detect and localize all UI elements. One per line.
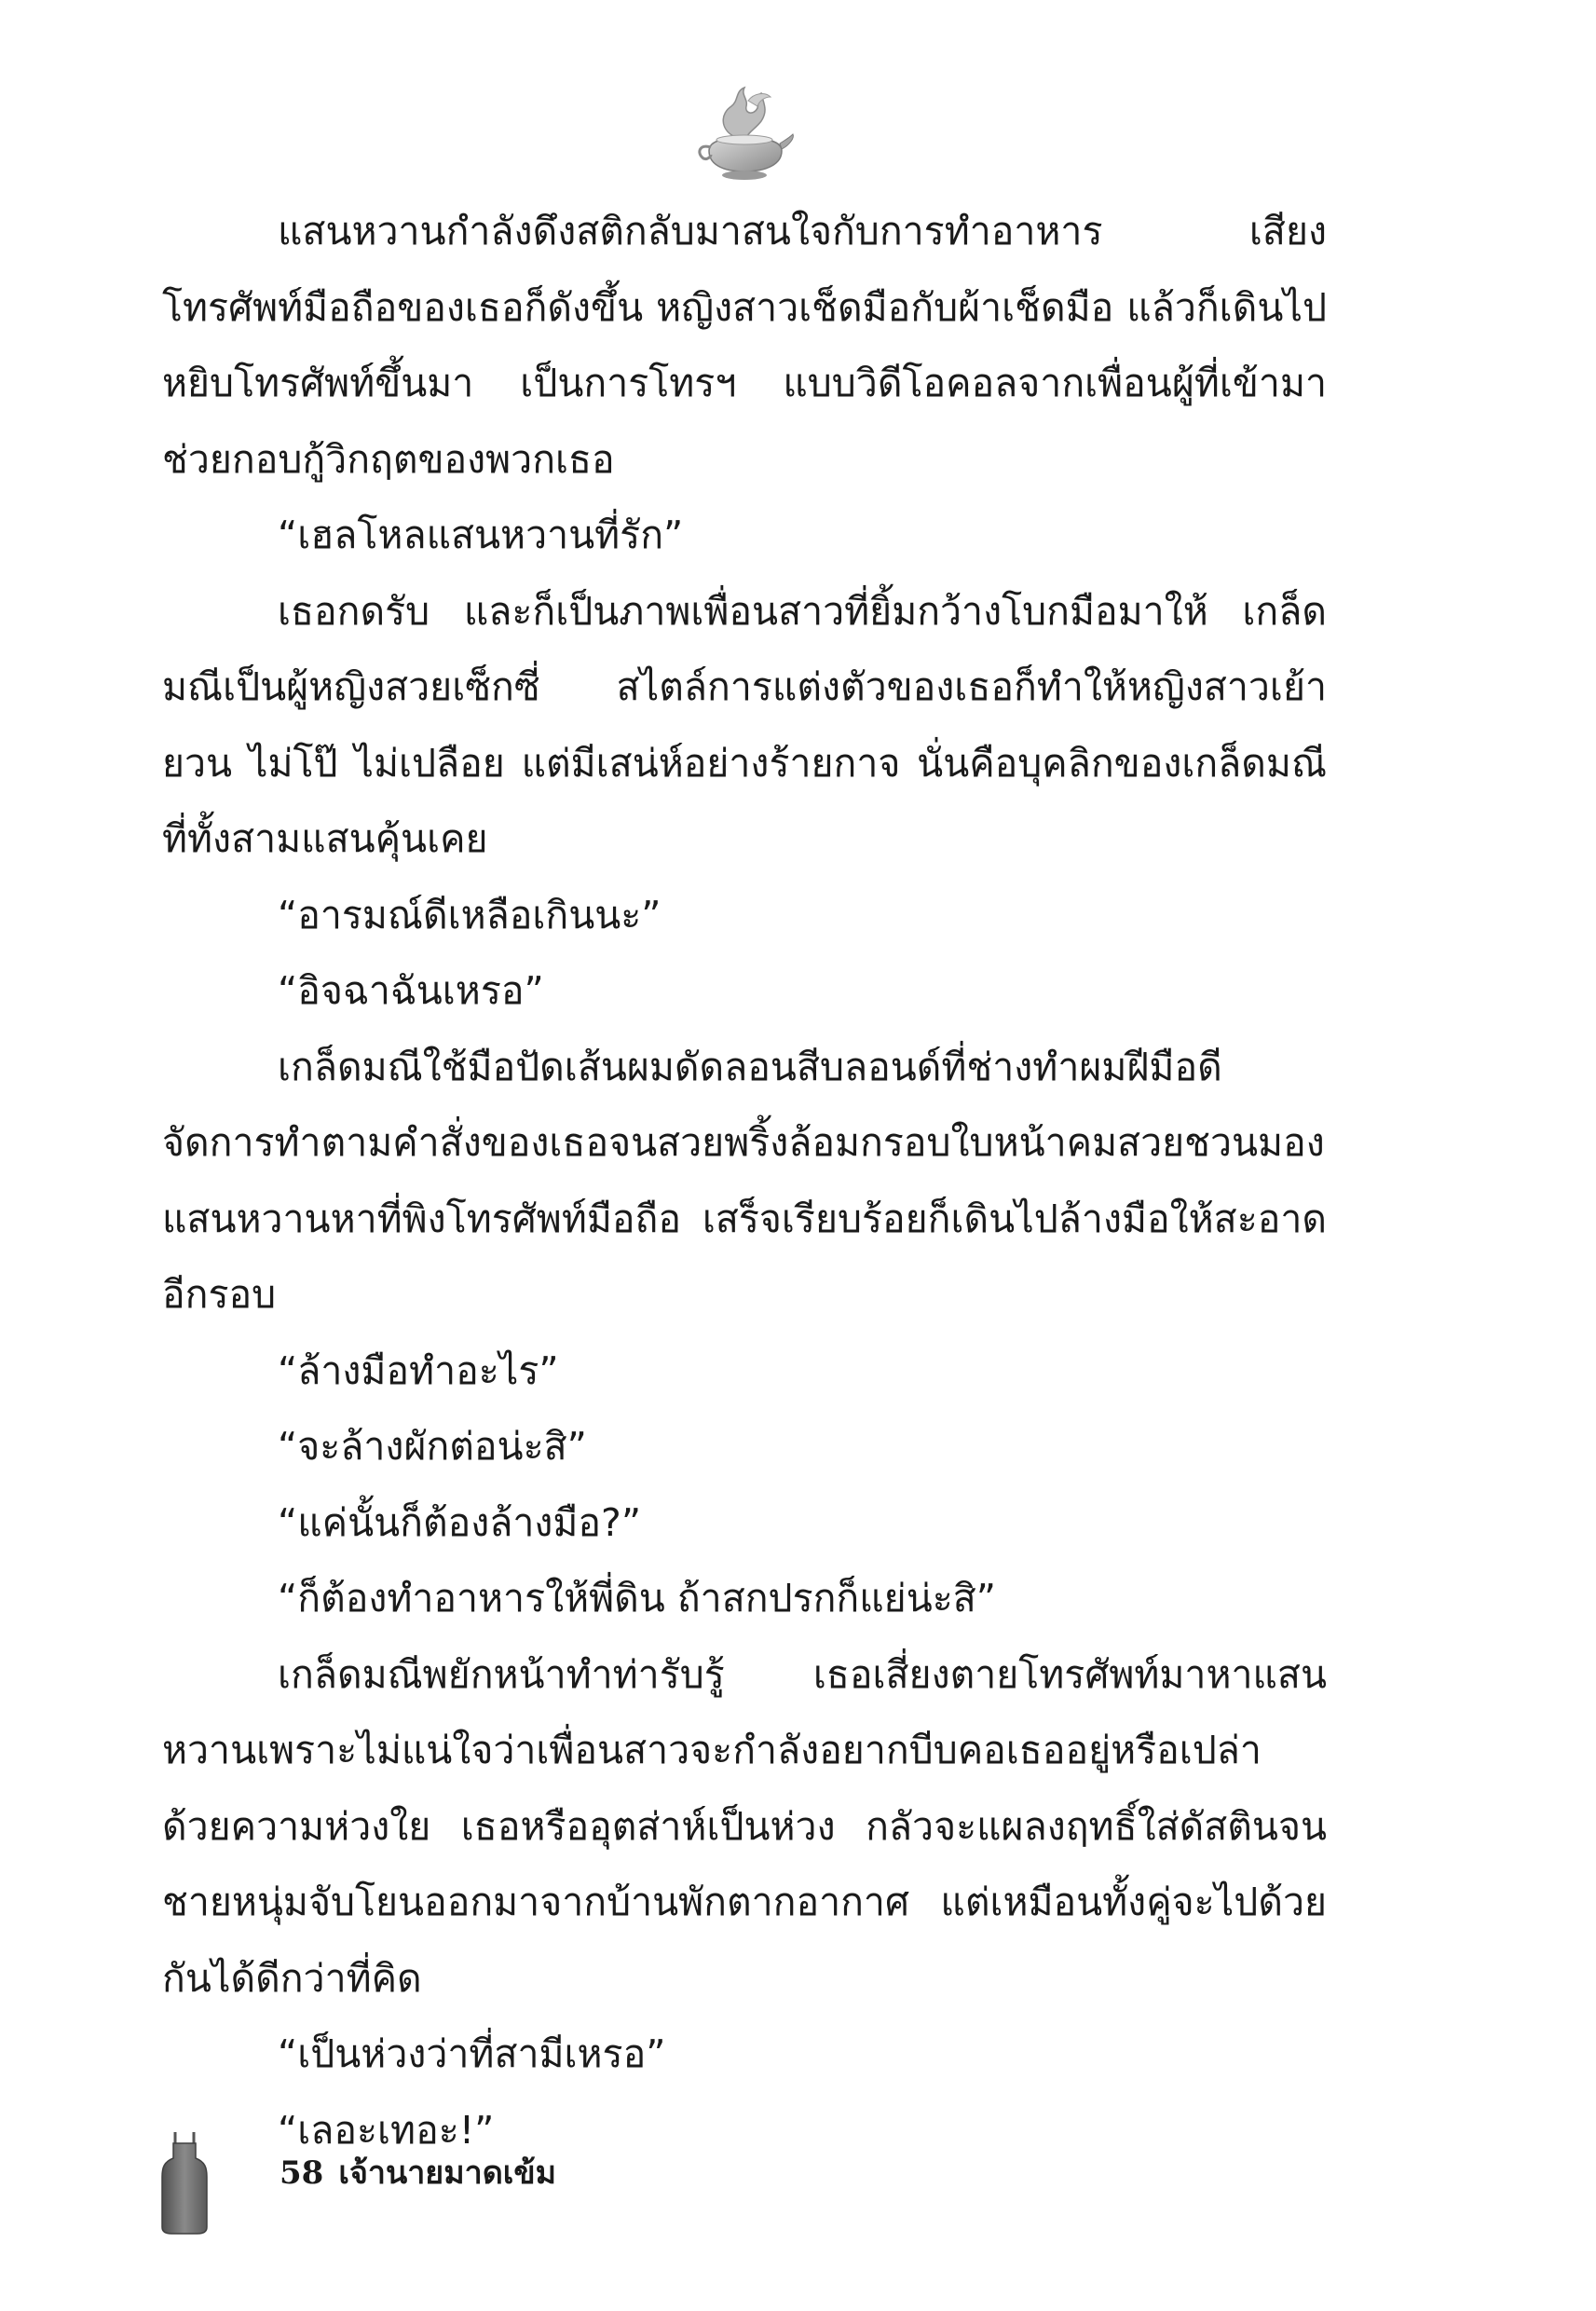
dialogue-line: “จะล้างผักต่อน่ะสิ” — [278, 1424, 587, 1469]
body-text — [162, 194, 1327, 2168]
page-number: 58 — [280, 2154, 324, 2192]
apron-icon — [160, 2130, 209, 2235]
page-footer — [280, 2147, 556, 2197]
book-title: เจ้านายมาดเข้ม — [338, 2154, 557, 2192]
dialogue-line: “เลอะเทอะ!” — [278, 2107, 495, 2153]
dialogue-line: “ก็ต้องทำอาหารให้พี่ดิน ถ้าสกปรกก็แย่น่ะสิ” — [278, 1576, 997, 1620]
dialogue-line: “เฮลโหลแสนหวานที่รัก” — [278, 513, 684, 557]
paragraph: เกล็ดมณีพยักหน้าทำท่ารับรู้ เธอเสี่ยงตายโทรศัพท์มาหาแสนหวานเพราะไม่แน่ใจว่าเพื่อนสาวจะกำลังอยากบีบคอเธออยู่หรือเปล่าด้วยความห่วงใย เธอหรืออุตส่าห์เป็นห่วง กลัวจะแผลงฤทธิ์ใส่ดัสตินจนชายหนุ่มจับโยนออกมาจากบ้านพักตากอากาศ แต่เหมือนทั้งคู่จะไปด้วยกันได้ดีกว่าที่คิด — [162, 1651, 1327, 2001]
dialogue-line: “อิจฉาฉันเหรอ” — [278, 968, 544, 1013]
paragraph: เกล็ดมณีใช้มือปัดเส้นผมดัดลอนสีบลอนด์ที่ช่างทำผมฝีมือดีจัดการทำตามคำสั่งของเธอจนสวยพริ้งล้อมกรอบใบหน้าคมสวยชวนมอง แสนหวานหาที่พิงโทรศัพท์มือถือ เสร็จเรียบร้อยก็เดินไปล้างมือให้สะอาดอีกรอบ — [162, 1044, 1327, 1317]
paragraph: แสนหวานกำลังดึงสติกลับมาสนใจกับการทำอาหาร เสียงโทรศัพท์มือถือของเธอก็ดังขึ้น หญิงสาวเช็ดมือกับผ้าเช็ดมือ แล้วก็เดินไปหยิบโทรศัพท์ขึ้นมา เป็นการโทรฯ แบบวิดีโอคอลจากเพื่อนผู้ที่เข้ามาช่วยกอบกู้วิกฤตของพวกเธอ — [162, 209, 1327, 482]
dialogue-line: “แค่นั้นก็ต้องล้างมือ?” — [278, 1499, 642, 1545]
dialogue-line: “อารมณ์ดีเหลือเกินนะ” — [278, 892, 662, 937]
dialogue-line: “ล้างมือทำอะไร” — [278, 1347, 559, 1393]
genie-lamp-icon — [692, 82, 797, 183]
paragraph: เธอกดรับ และก็เป็นภาพเพื่อนสาวที่ยิ้มกว้างโบกมือมาให้ เกล็ดมณีเป็นผู้หญิงสวยเซ็กซี่ สไตล์การแต่งตัวของเธอก็ทำให้หญิงสาวเย้ายวน ไม่โป๊ ไม่เปลือย แต่มีเสน่ห์อย่างร้ายกาจ นั่นคือบุคลิกของเกล็ดมณีที่ทั้งสามแสนคุ้นเคย — [162, 588, 1327, 861]
dialogue-line: “เป็นห่วงว่าที่สามีเหรอ” — [278, 2031, 666, 2076]
